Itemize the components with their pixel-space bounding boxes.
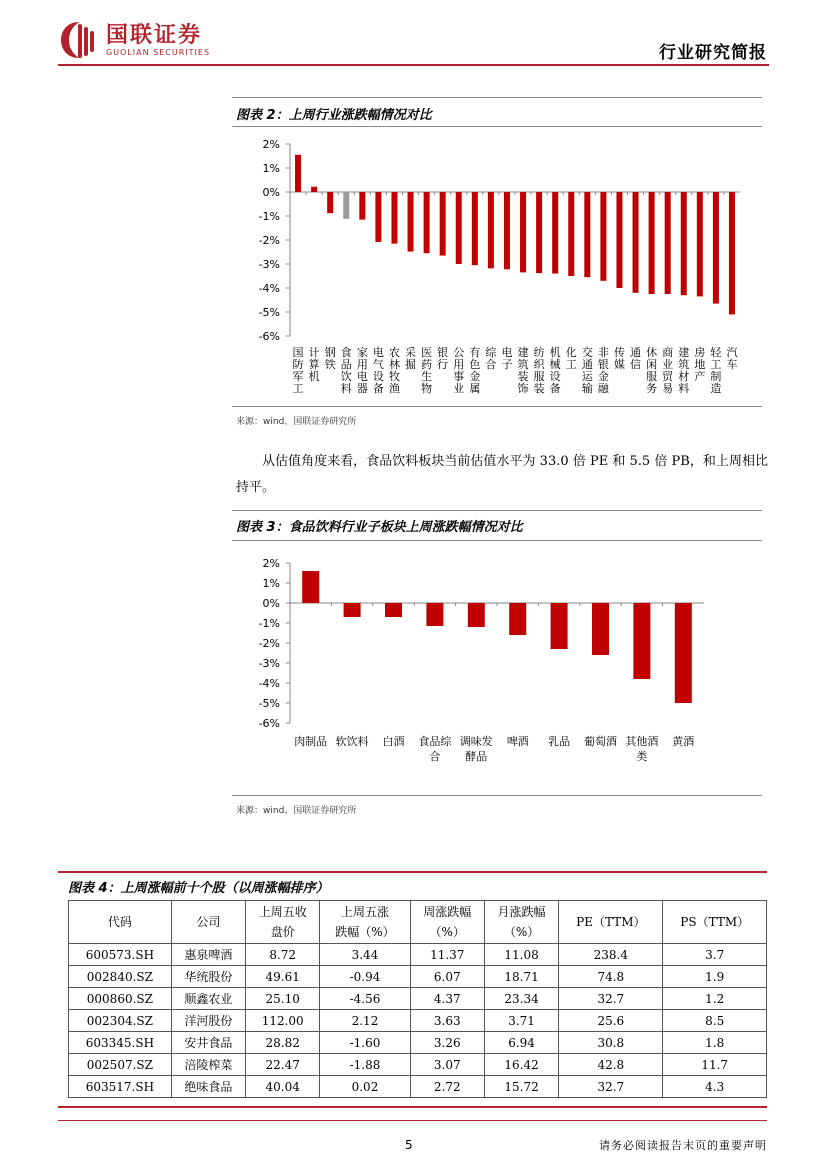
x-tick-label: 食品综合 [418,735,452,763]
footer-divider [58,1120,767,1121]
table-cell: 3.63 [410,1010,484,1032]
table-cell: 3.71 [484,1010,558,1032]
column-header: 公司 [171,901,245,944]
bar [440,192,446,256]
y-tick-label: 2% [262,557,280,570]
table-cell: 11.7 [663,1054,767,1076]
table-row [69,966,767,988]
table-row [69,1076,767,1098]
table-row [69,1010,767,1032]
table-cell: 2.12 [320,1010,410,1032]
table-cell: 0.02 [320,1076,410,1098]
column-header: 上周五收 盘价 [246,901,320,944]
table-cell: 惠泉啤酒 [171,944,245,966]
table-row [69,944,767,966]
y-tick-label: -5% [258,697,280,710]
table-cell: 603345.SH [69,1032,172,1054]
bar [302,571,319,603]
y-tick-label: -6% [258,330,280,343]
x-tick-label: 钢铁 [324,346,336,371]
figure3-chart [232,550,762,770]
bar [385,603,402,617]
figure2-top-rule [232,97,762,98]
x-tick-label: 传媒 [613,346,625,371]
x-tick-label: 食品饮料 [340,346,352,395]
column-header: 月涨跌幅 （%） [484,901,558,944]
bar [488,192,494,268]
bar [424,192,430,253]
bar [520,192,526,272]
y-tick-label: -3% [258,258,280,271]
bar [472,192,478,265]
table-cell: 8.5 [663,1010,767,1032]
bar [568,192,574,276]
table-cell: 3.44 [320,944,410,966]
x-tick-label: 计算机 [308,346,320,383]
column-header: 代码 [69,901,172,944]
figure3-top-rule [232,510,762,511]
valuation-paragraph: 从估值角度来看，食品饮料板块当前估值水平为 33.0 倍 PE 和 5.5 倍 PB，和上周相比持平。 [236,454,768,495]
bar [681,192,687,295]
x-tick-label: 国防军工 [292,346,304,395]
table-cell: 16.42 [484,1054,558,1076]
table-cell: 002304.SZ [69,1010,172,1032]
table-cell: 002507.SZ [69,1054,172,1076]
figure2-source: 来源：wind、国联证券研究所 [236,417,357,427]
table-cell: 603517.SH [69,1076,172,1098]
report-type: 行业研究简报 [659,43,767,63]
table-cell: 1.8 [663,1032,767,1054]
bar [408,192,414,252]
figure2-title-rule [232,126,762,127]
figure3-source: 来源：wind、国联证券研究所 [236,806,357,816]
bar [584,192,590,277]
table-cell: 华统股份 [171,966,245,988]
x-tick-label: 农林牧渔 [388,346,400,395]
x-tick-label: 软饮料 [335,735,369,748]
x-tick-label: 建筑装饰 [517,346,529,395]
bar [633,603,650,679]
bar [552,192,558,274]
table-row [69,1054,767,1076]
table-cell: 23.34 [484,988,558,1010]
table-cell: 顺鑫农业 [171,988,245,1010]
table-cell: 42.8 [559,1054,663,1076]
figure2-chart [232,130,762,405]
bar [551,603,568,649]
table-cell: 002840.SZ [69,966,172,988]
bar [504,192,510,269]
table-cell: 3.7 [663,944,767,966]
figure3-title: 图表 3：食品饮料行业子板块上周涨跌幅情况对比 [236,520,523,535]
figure2-bottom-rule [232,406,762,407]
x-tick-label: 黄酒 [672,735,695,748]
table-cell: 22.47 [246,1054,320,1076]
column-header: PE（TTM） [559,901,663,944]
table-cell: 6.94 [484,1032,558,1054]
x-tick-label: 汽车 [726,346,738,371]
x-tick-label: 通信 [630,346,642,371]
table-cell: 2.72 [410,1076,484,1098]
bar [675,603,692,703]
x-tick-label: 啤酒 [506,735,529,748]
table-cell: 15.72 [484,1076,558,1098]
x-tick-label: 非银金融 [597,346,609,395]
figure4-top-rule [58,871,767,873]
y-tick-label: -4% [258,282,280,295]
x-tick-label: 肉制品 [294,735,328,748]
bar [600,192,606,281]
bar [697,192,703,296]
x-tick-label: 其他酒类 [625,735,659,763]
x-tick-label: 房地产 [694,346,706,383]
table-cell: 49.61 [246,966,320,988]
table-cell: 1.9 [663,966,767,988]
y-tick-label: 0% [262,186,280,199]
table-cell: 11.37 [410,944,484,966]
table-cell: 600573.SH [69,944,172,966]
x-tick-label: 交通运输 [581,346,593,395]
column-header: PS（TTM） [663,901,767,944]
table-row [69,1032,767,1054]
table-cell: 4.37 [410,988,484,1010]
table-header-row [69,901,767,944]
table-cell: 25.10 [246,988,320,1010]
bar [456,192,462,264]
bar [311,187,317,192]
table-row [69,988,767,1010]
x-tick-label: 电气设备 [372,346,384,395]
table-cell: -1.60 [320,1032,410,1054]
bar [729,192,735,314]
table-cell: 74.8 [559,966,663,988]
x-tick-label: 机械设备 [549,346,561,395]
header-divider [58,64,769,66]
table-cell: 绝味食品 [171,1076,245,1098]
y-tick-label: -6% [258,717,280,730]
y-tick-label: -2% [258,637,280,650]
table-cell: 涪陵榨菜 [171,1054,245,1076]
table-cell: 18.71 [484,966,558,988]
table-cell: 238.4 [559,944,663,966]
bar [509,603,526,635]
y-tick-label: 2% [262,138,280,151]
bar [344,603,361,617]
table-cell: 30.8 [559,1032,663,1054]
table-cell: -0.94 [320,966,410,988]
page-number: 5 [405,1138,413,1152]
bar [426,603,443,626]
bar [375,192,381,242]
bar [359,192,365,220]
bar [592,603,609,655]
logo-name-cn: 国联证券 [106,22,203,48]
table-cell: 32.7 [559,988,663,1010]
logo-icon [58,20,100,60]
x-tick-label: 商业贸易 [662,346,674,395]
figure4-title: 图表 4：上周涨幅前十个股（以周涨幅排序） [68,881,329,896]
x-tick-label: 轻工制造 [710,346,722,395]
bar [713,192,719,304]
footer-disclaimer: 请务必阅读报告末页的重要声明 [599,1139,767,1152]
figure4-bottom-rule [58,1106,767,1108]
y-tick-label: 1% [262,162,280,175]
x-tick-label: 化工 [565,346,577,371]
table-cell: 112.00 [246,1010,320,1032]
bar [665,192,671,294]
table-cell: 洋河股份 [171,1010,245,1032]
table-cell: 000860.SZ [69,988,172,1010]
y-tick-label: -1% [258,617,280,630]
x-tick-label: 电子 [501,346,513,371]
table-cell: 40.04 [246,1076,320,1098]
x-tick-label: 休闲服务 [646,346,658,395]
bar [536,192,542,273]
column-header: 上周五涨 跌幅（%） [320,901,410,944]
table-cell: 6.07 [410,966,484,988]
column-header: 周涨跌幅 （%） [410,901,484,944]
y-tick-label: -4% [258,677,280,690]
y-tick-label: 0% [262,597,280,610]
bar [391,192,397,244]
x-tick-label: 银行 [437,346,449,371]
y-tick-label: -2% [258,234,280,247]
x-tick-label: 公用事业 [453,346,465,395]
bar [327,192,333,213]
table-cell: 3.07 [410,1054,484,1076]
table-cell: 4.3 [663,1076,767,1098]
x-tick-label: 建筑材料 [678,346,690,395]
x-tick-label: 乳品 [548,735,571,748]
x-tick-label: 综合 [485,346,497,371]
bar [468,603,485,627]
top-gainers-table [68,900,767,1098]
table-cell: 1.2 [663,988,767,1010]
bar [633,192,639,293]
figure3-bottom-rule [232,795,762,796]
table-cell: 32.7 [559,1076,663,1098]
table-cell: -4.56 [320,988,410,1010]
table-cell: 11.08 [484,944,558,966]
table-cell: 3.26 [410,1032,484,1054]
y-tick-label: -5% [258,306,280,319]
table-cell: 28.82 [246,1032,320,1054]
company-logo [58,20,210,60]
x-tick-label: 调味发酵品 [459,735,493,763]
bar [649,192,655,294]
y-tick-label: -1% [258,210,280,223]
figure2-title: 图表 2：上周行业涨跌幅情况对比 [236,108,432,123]
table-cell: -1.88 [320,1054,410,1076]
x-tick-label: 采掘 [405,346,417,371]
logo-name-en: GUOLIAN SECURITIES [106,47,211,57]
bar [616,192,622,288]
bar [295,155,301,192]
bar [343,192,349,219]
figure3-title-rule [232,540,762,541]
x-tick-label: 葡萄酒 [584,735,617,748]
table-cell: 25.6 [559,1010,663,1032]
y-tick-label: -3% [258,657,280,670]
x-tick-label: 纺织服装 [533,346,545,395]
y-tick-label: 1% [262,577,280,590]
table-cell: 安井食品 [171,1032,245,1054]
table-cell: 8.72 [246,944,320,966]
x-tick-label: 医药生物 [421,346,433,395]
x-tick-label: 白酒 [382,735,405,748]
x-tick-label: 有色金属 [469,346,481,395]
x-tick-label: 家用电器 [356,346,368,395]
